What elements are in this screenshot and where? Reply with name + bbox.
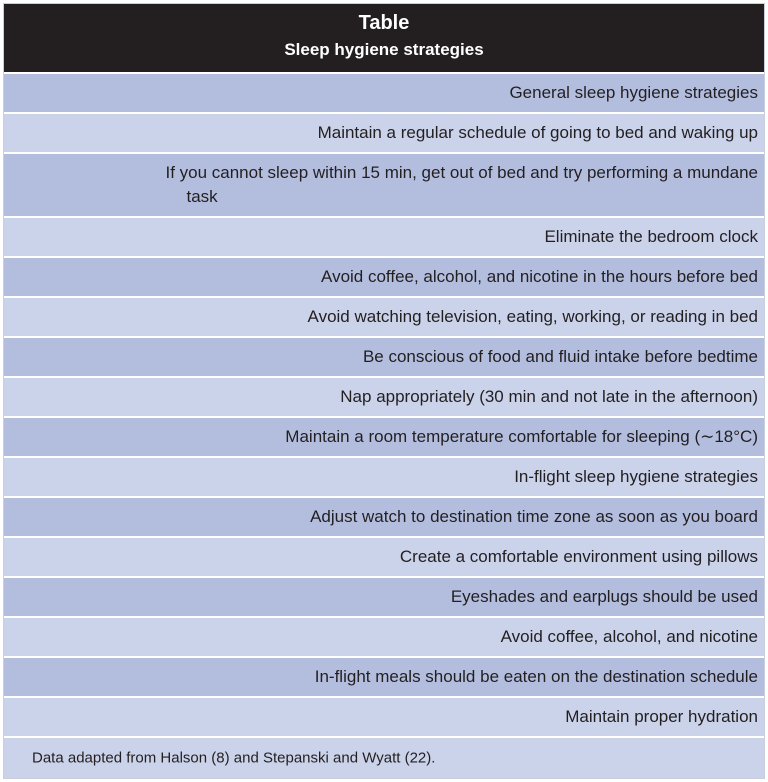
list-item: In-flight meals should be eaten on the destination schedule: [4, 658, 764, 698]
list-item: Nap appropriately (30 min and not late in the afternoon): [4, 378, 764, 418]
list-item: [4, 154, 764, 218]
list-item-line: If you cannot sleep within 15 min, get out of bed and try performing a mundane: [165, 163, 758, 182]
table-footnote: Data adapted from Halson (8) and Stepanski and Wyatt (22).: [4, 738, 764, 778]
list-item: Maintain a room temperature comfortable for sleeping (∼18°C): [4, 418, 764, 458]
section-heading-in-flight: In-flight sleep hygiene strategies: [4, 458, 764, 498]
sleep-hygiene-table: [3, 3, 765, 779]
table-title: Sleep hygiene strategies: [284, 40, 484, 59]
list-item: Be conscious of food and fluid intake before bedtime: [4, 338, 764, 378]
list-item: Avoid coffee, alcohol, and nicotine: [4, 618, 764, 658]
section-heading-general: General sleep hygiene strategies: [4, 74, 764, 114]
table-label: Table: [358, 12, 410, 34]
table-header: [4, 4, 764, 72]
list-item: Eliminate the bedroom clock: [4, 218, 764, 258]
list-item: Create a comfortable environment using pillows: [4, 538, 764, 578]
list-item: Eyeshades and earplugs should be used: [4, 578, 764, 618]
list-item-line: task: [186, 187, 218, 206]
list-item: Avoid watching television, eating, working, or reading in bed: [4, 298, 764, 338]
list-item: Maintain proper hydration: [4, 698, 764, 738]
list-item: Maintain a regular schedule of going to bed and waking up: [4, 114, 764, 154]
list-item: Adjust watch to destination time zone as soon as you board: [4, 498, 764, 538]
list-item: Avoid coffee, alcohol, and nicotine in the hours before bed: [4, 258, 764, 298]
